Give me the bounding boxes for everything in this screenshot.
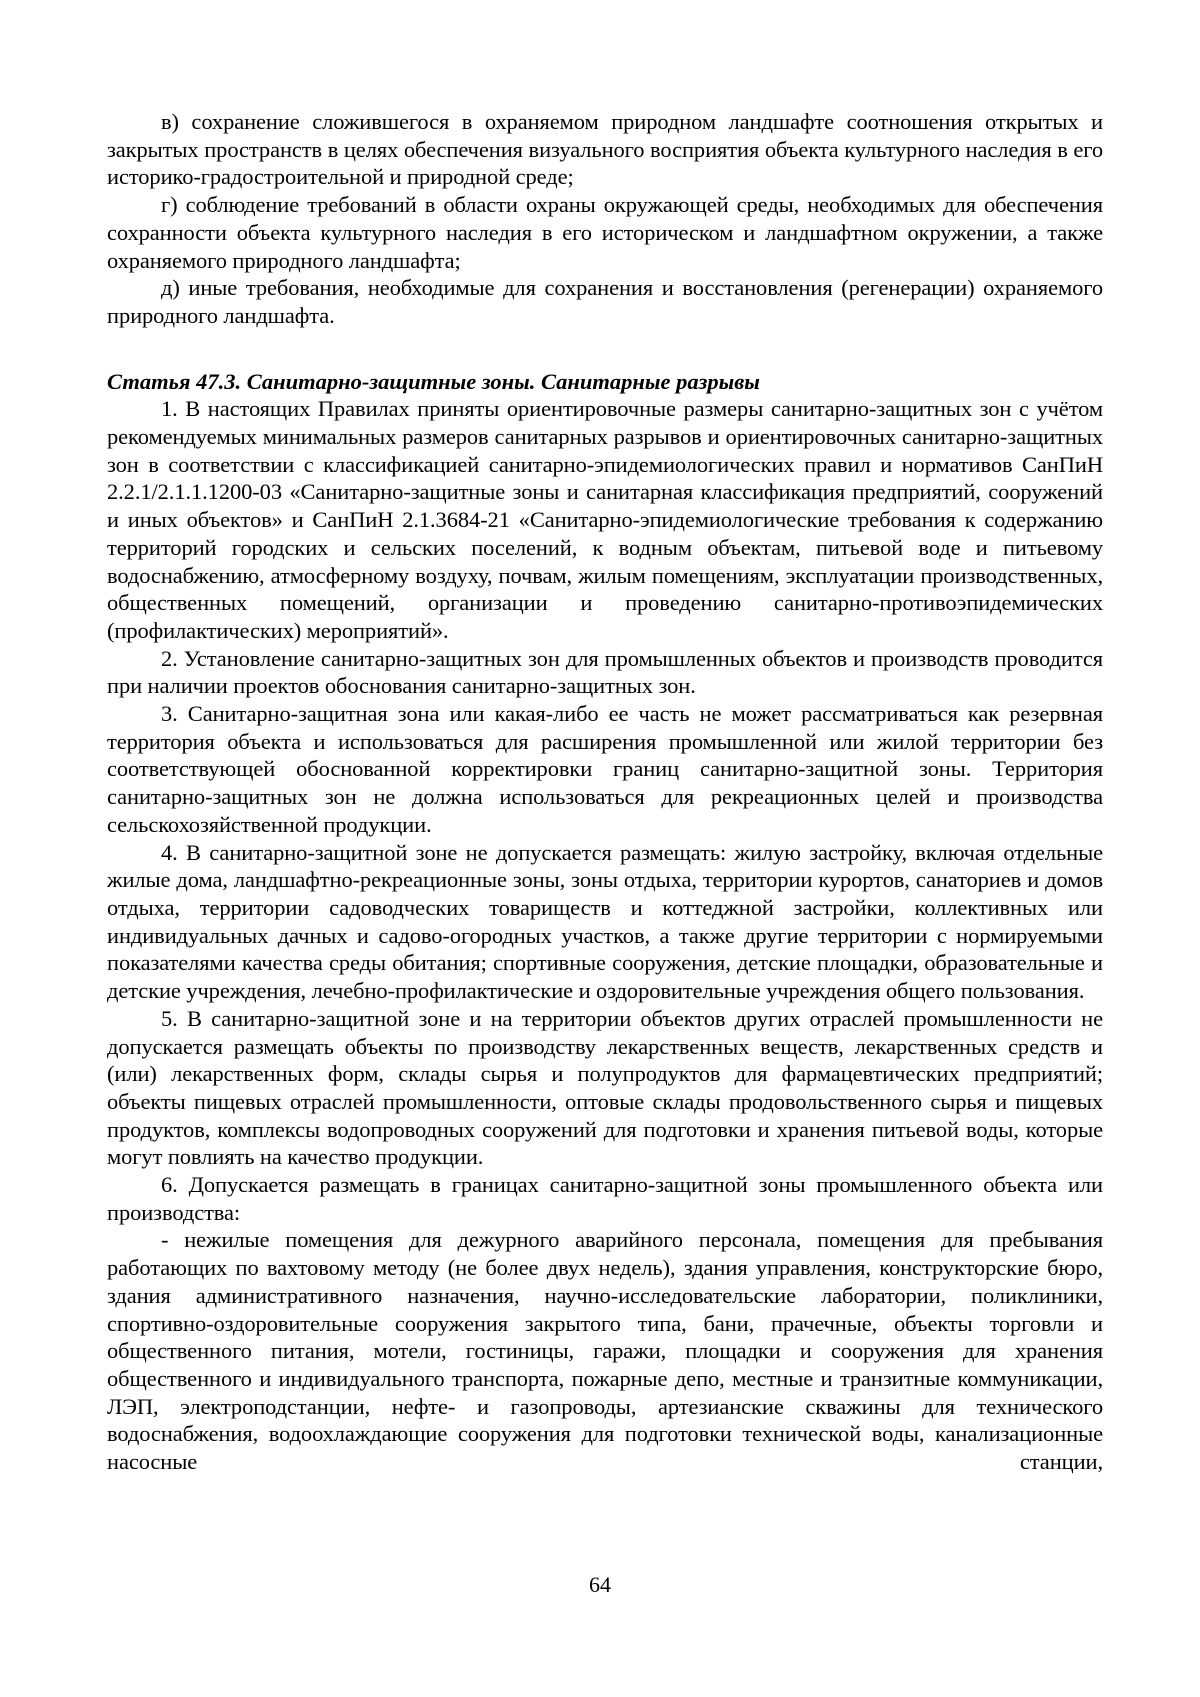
- paragraph: в) сохранение сложившегося в охраняемом природном ландшафте соотношения открытых и закрытых пространств в целях обеспечения визуального восприятия объекта культурного наследия в его историко-градостроительной и природной среде;: [107, 109, 1103, 190]
- paragraph: г) соблюдение требований в области охраны окружающей среды, необходимых для обеспечения сохранности объекта культурного наследия в его историческом и ландшафтном окружении, а также охраняемого природного ландшафта;: [107, 192, 1103, 273]
- paragraph: 4. В санитарно-защитной зоне не допускается размещать: жилую застройку, включая отдельные жилые дома, ландшафтно-рекреационные зоны, зоны отдыха, территории курортов, санаториев и домов отдыха, территории садоводческих товариществ и коттеджной застройки, коллективных или индивидуальных дачных и садово-огородных участков, а также другие территории с нормируемыми показателями качества среды обитания; спортивные сооружения, детские площадки, образовательные и детские учреждения, лечебно-профилактические и оздоровительные учреждения общего пользования.: [107, 839, 1103, 1004]
- paragraph: 1. В настоящих Правилах приняты ориентировочные размеры санитарно-защитных зон с учётом рекомендуемых минимальных размеров санитарных разрывов и ориентировочных санитарно-защитных зон в соответствии с классификацией санитарно-эпидемиологических правил и нормативов СанПиН 2.2.1/2.1.1.1200-03 «Санитарно-защитные зоны и санитарная классификация предприятий, сооружений и иных объектов» и СанПиН 2.1.3684-21 «Санитарно-эпидемиологические требования к содержанию территорий городских и сельских поселений, к водным объектам, питьевой воде и питьевому водоснабжению, атмосферному воздуху, почвам, жилым помещениям, эксплуатации производственных, общественных помещений, организации и проведению санитарно-противоэпидемических (профилактических) мероприятий».: [107, 396, 1103, 643]
- paragraph: 3. Санитарно-защитная зона или какая-либо ее часть не может рассматриваться как резервная территория объекта и использоваться для расширения промышленной или жилой территории без соответствующей обоснованной корректировки границ санитарно-защитной зоны. Территория санитарно-защитных зон не должна использоваться для рекреационных целей и производства сельскохозяйственной продукции.: [107, 701, 1103, 837]
- article-heading: Статья 47.3. Санитарно-защитные зоны. Санитарные разрывы: [107, 368, 760, 394]
- document-body: [107, 108, 1103, 1476]
- paragraph: 5. В санитарно-защитной зоне и на территории объектов других отраслей промышленности не допускается размещать объекты по производству лекарственных веществ, лекарственных средств и (или) лекарственных форм, склады сырья и полупродуктов для фармацевтических предприятий; объекты пищевых отраслей промышленности, оптовые склады продовольственного сырья и пищевых продуктов, комплексы водопроводных сооружений для подготовки и хранения питьевой воды, которые могут повлиять на качество продукции.: [107, 1005, 1103, 1170]
- paragraph: 2. Установление санитарно-защитных зон для промышленных объектов и производств проводится при наличии проектов обоснования санитарно-защитных зон.: [107, 645, 1103, 699]
- paragraph: 6. Допускается размещать в границах санитарно-защитной зоны промышленного объекта или производства:: [107, 1172, 1103, 1225]
- paragraph: - нежилые помещения для дежурного аварийного персонала, помещения для пребывания работающих по вахтовому методу (не более двух недель), здания управления, конструкторские бюро, здания административного назначения, научно-исследовательские лаборатории, поликлиники, спортивно-оздоровительные сооружения закрытого типа, бани, прачечные, объекты торговли и общественного питания, мотели, гостиницы, гаражи, площадки и сооружения для хранения общественного и индивидуального транспорта, пожарные депо, местные и транзитные коммуникации, ЛЭП, электроподстанции, нефте- и газопроводы, артезианские скважины для технического водоснабжения, водоохлаждающие сооружения для подготовки технической воды, канализационные насосные станции,: [107, 1227, 1103, 1475]
- page-number: 64: [589, 1572, 611, 1597]
- paragraph: д) иные требования, необходимые для сохранения и восстановления (регенерации) охраняемого природного ландшафта.: [107, 275, 1103, 328]
